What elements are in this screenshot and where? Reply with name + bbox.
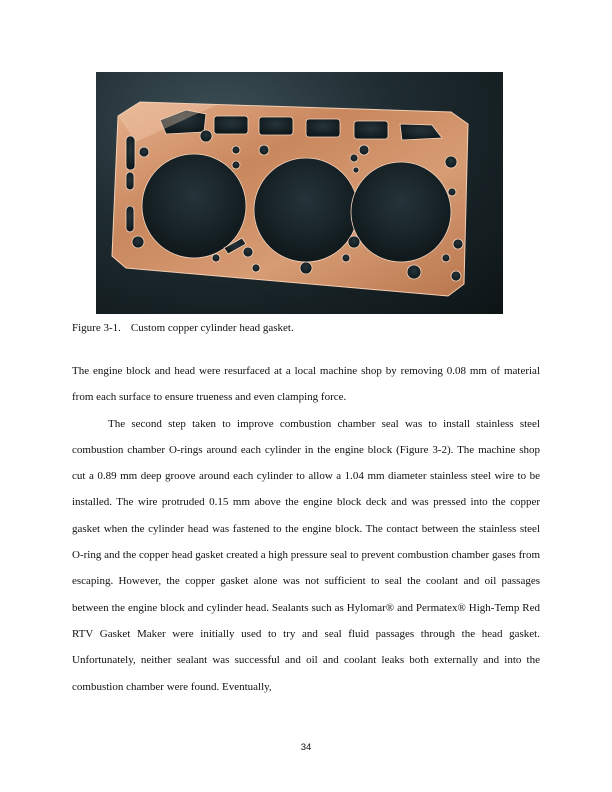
figure-caption-text: Custom copper cylinder head gasket. bbox=[130, 322, 294, 334]
body-text bbox=[72, 358, 540, 700]
gasket-photo bbox=[96, 72, 503, 314]
page-number: 34 bbox=[300, 742, 312, 753]
copper-gasket-image bbox=[96, 72, 503, 314]
figure-label: Figure 3-1. bbox=[72, 322, 121, 334]
paragraph-2: The second step taken to improve combustion chamber seal was to install stainless steel combustion chamber O-rings around each cylinder in the engine block (Figure 3-2). The machine shop cut a 0.89 mm deep groove around each cylinder to allow a 1.04 mm diameter stainless steel wire to be installed. The wire protruded 0.15 mm above the engine block deck and was pressed into the copper gasket when the cylinder head was fastened to the engine block. The contact between the stainless steel O-ring and the copper head gasket created a high pressure seal to prevent combustion chamber gases from escaping. However, the copper gasket alone was not sufficient to seal the coolant and oil passages between the engine block and cylinder head. Sealants such as Hylomar® and Permatex® High-Temp Red RTV Gasket Maker were initially used to try and seal fluid passages through the head gasket. Unfortunately, neither sealant was successful and oil and coolant leaks both externally and into the combustion chamber were found. Eventually, bbox=[72, 417, 540, 693]
paragraph-1: The engine block and head were resurfaced at a local machine shop by removing 0.08 mm of material from each surface to ensure trueness and even clamping force. bbox=[72, 365, 540, 404]
figure-caption bbox=[72, 321, 542, 335]
